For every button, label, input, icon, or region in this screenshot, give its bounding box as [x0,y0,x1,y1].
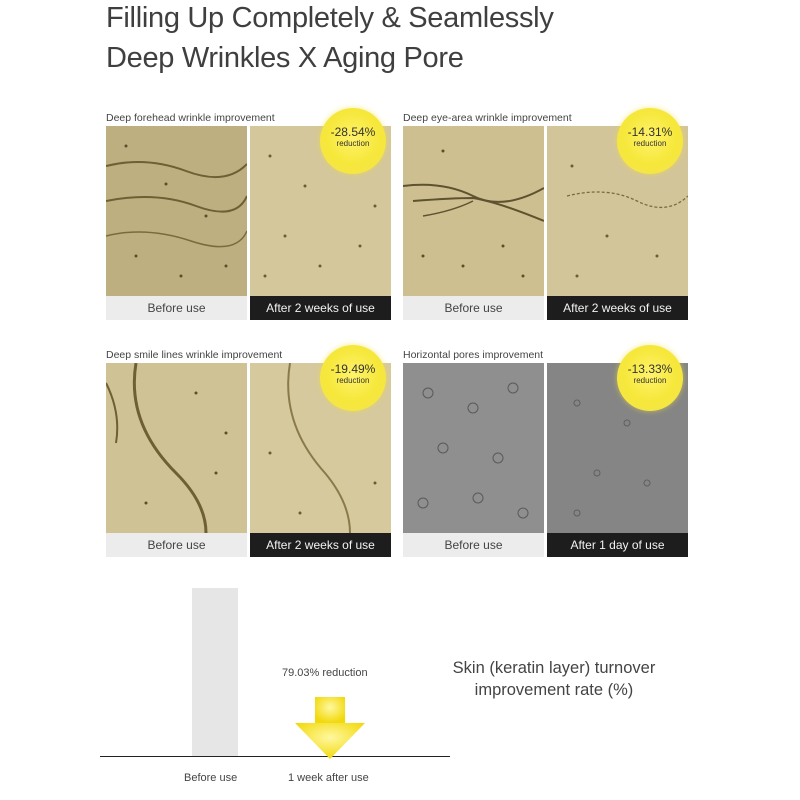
after-use-label: 1 week after use [288,772,369,784]
before-skin-image [106,363,247,533]
badge-percent: -28.54% [330,125,376,139]
before-use-bar [192,588,238,756]
before-caption: Before use [106,296,247,320]
after-caption: After 1 day of use [547,533,688,557]
reduction-badge [320,345,386,411]
before-skin-image [106,126,247,296]
panel-forehead [106,112,391,326]
legend-line-2: improvement rate (%) [474,681,634,699]
panel-label: Deep eye-area wrinkle improvement [403,112,572,124]
before-caption: Before use [106,533,247,557]
reduction-badge [617,108,683,174]
badge-percent: -19.49% [330,362,376,376]
panel-label: Horizontal pores improvement [403,349,544,361]
after-caption: After 2 weeks of use [250,533,391,557]
badge-reduction: reduction [633,139,667,148]
legend-line-1: Skin (keratin layer) turnover [452,659,656,677]
after-caption: After 2 weeks of use [547,296,688,320]
turnover-legend [434,657,674,701]
reduction-badge [617,345,683,411]
panel-label: Deep forehead wrinkle improvement [106,112,275,124]
panel-eye-area [403,112,688,326]
after-caption: After 2 weeks of use [250,296,391,320]
badge-percent: -13.33% [627,362,673,376]
skin-texture [403,126,544,296]
before-caption: Before use [403,296,544,320]
badge-reduction: reduction [633,376,667,385]
before-use-label: Before use [184,772,238,784]
before-skin-image [403,363,544,533]
badge-reduction: reduction [336,139,370,148]
title-line-1: Filling Up Completely & Seamlessly [106,2,554,34]
title-line-2: Deep Wrinkles X Aging Pore [106,42,464,74]
skin-texture [106,126,247,296]
reduction-label: 79.03% reduction [282,667,368,679]
before-caption: Before use [403,533,544,557]
badge-reduction: reduction [336,376,370,385]
baseline [100,756,450,757]
panel-smile-lines [106,349,391,563]
down-arrow-icon [290,697,370,762]
skin-texture [106,363,247,533]
skin-texture [403,363,544,533]
reduction-badge [320,108,386,174]
panel-horizontal-pores [403,349,688,563]
before-skin-image [403,126,544,296]
panel-label: Deep smile lines wrinkle improvement [106,349,283,361]
badge-percent: -14.31% [627,125,673,139]
